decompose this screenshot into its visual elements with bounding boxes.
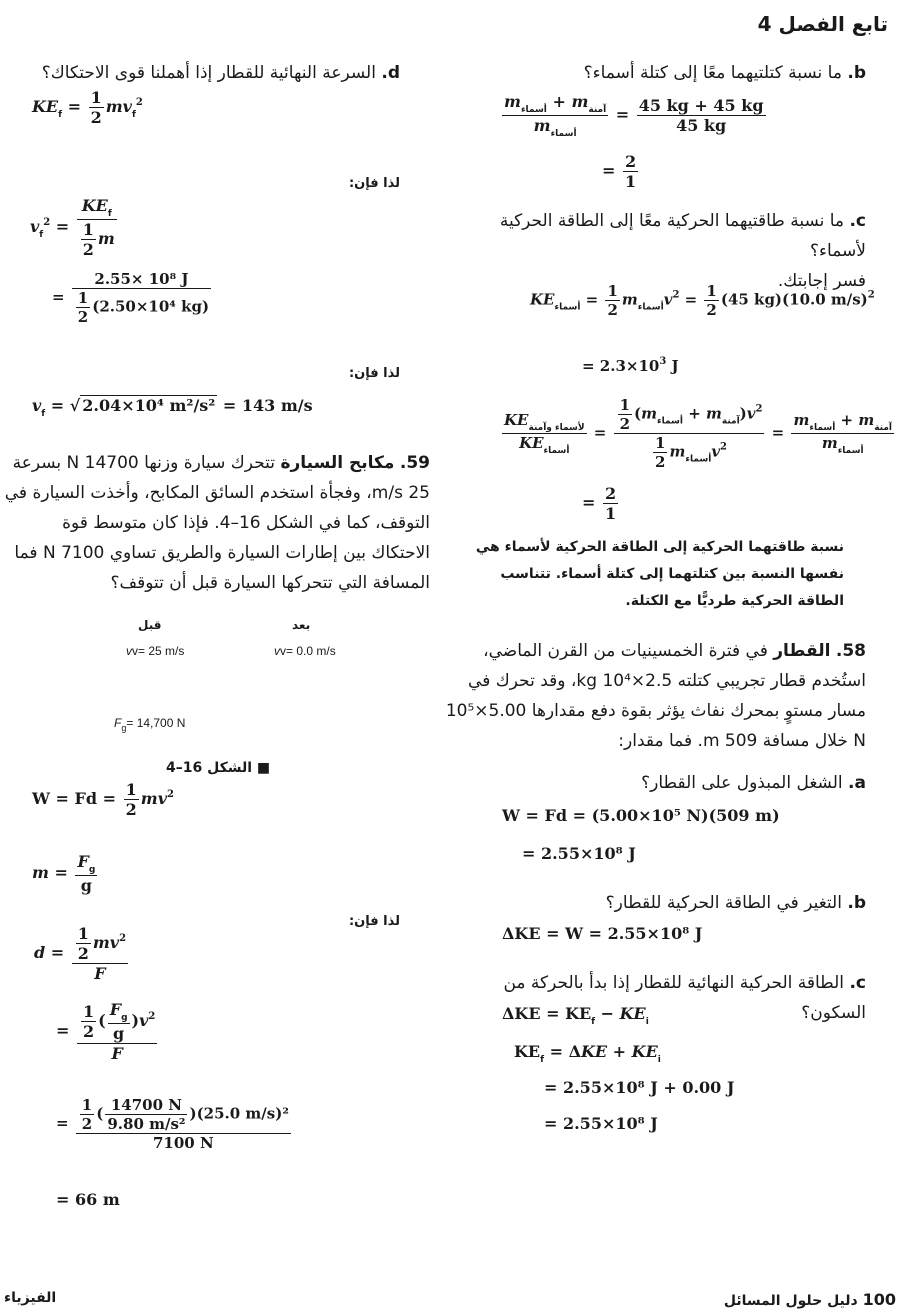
distance-substituted: = $\frac{1}{2}$ ( $\frac{F_g}{g}$ )$v^2$ F <box>56 1000 156 1063</box>
item-label: b. <box>847 63 866 83</box>
problem-number: 59. <box>399 453 430 473</box>
problem-58 <box>436 636 866 756</box>
delta-ke-equation: ΔKE = W = 2.55×10⁸ J <box>502 924 703 943</box>
distance-formula: d = $\frac{1}{2}$ $mv^2$ F <box>34 924 127 983</box>
problem-text: تتحرك سيارة وزنها 14700 N بسرعة 25 m/s، وفجأة استخدم السائق المكابح، وأخذت السيارة في التوقف، كما في الشكل 16–4. فإذا كان متوسط قوة الاحتكاك بين إطارات السيارة والطريق تساوي 7100 N فما المسافة التي تتحركها السيارة قبل أن تتوقف؟ <box>4 453 430 593</box>
ke-final-definition: $KE_f = \Delta KE + KE_i$ <box>514 1042 661 1065</box>
delta-ke-definition: $\Delta KE = KE_f - KE_i$ <box>502 1004 649 1027</box>
mass-ratio-symbolic: $\frac{m_{أسماء} + m_{آمنة}}{m_{أسماء}}$ <box>504 92 607 139</box>
figure-weight-label: $F_g= 14,700$ N <box>114 716 186 733</box>
explanation-note: نسبة طاقتهما الحركية إلى الطاقة الحركية لأسماء هي نفسها النسبة بين كتلتهما إلى كتلة أسماء. تتناسب الطاقة الحركية طرديًّا مع الكتلة. <box>475 539 844 609</box>
so-label: لذا فإن: <box>348 176 400 191</box>
ke-final-formula: $KE_f$ = $\frac{1}{2}$ $mv_f^2$ <box>32 88 143 127</box>
figure-velocity-after: vv= 0.0 m/s <box>274 644 336 658</box>
work-result: = 2.55×10⁸ J <box>522 844 636 863</box>
page-number: 100 <box>862 1290 896 1309</box>
question-58c: c. الطاقة الحركية النهائية للقطار إذا بدأ بالحركة من السكون؟ <box>503 973 866 1023</box>
mass-ratio-numeric: $\frac{45 kg + 45 kg}{45 kg}$ <box>638 96 764 135</box>
ke-final-sum: = 2.55×10⁸ J + 0.00 J <box>544 1078 735 1097</box>
problem-number: 58. <box>835 641 866 661</box>
work-equation: W = Fd = (5.00×10⁵ N)(509 m) <box>502 806 780 825</box>
footer-subject: الفيزياء <box>4 1290 57 1306</box>
ke-final-result: = 2.55×10⁸ J <box>544 1114 658 1133</box>
vf-squared-formula: $v_f^2$ = $KE_f$ $\frac{1}{2}$ m <box>30 196 115 259</box>
problem-title: القطار <box>773 641 831 661</box>
problem-title: مكابح السيارة <box>280 453 395 473</box>
question-text: ما نسبة كتلتيهما معًا إلى كتلة أسماء؟ <box>583 63 842 83</box>
so-label-2: لذا فإن: <box>348 366 400 381</box>
energy-ratio-equation: $\frac{KE_{لأسماء وآمنة}}{KE_{أسماء}}$ = $\frac{1}{2}$ $(m_{أسماء} + m_{آمنة})v^2$ $\frac{1}{2}$ $m_{أسماء}v^2$ = $\frac{m_{أسماء} + m_{آمنة}}{m_{أسماء}}$ <box>504 396 892 471</box>
question-c-energy-ratio: c. ما نسبة طاقتيهما الحركية معًا إلى الطاقة الحركية لأسماء؟ فسر إجابتك. <box>499 211 866 291</box>
figure-velocity-before: vv= 25 m/s <box>126 644 185 658</box>
vf-squared-numeric: = 2.55× 10⁸ J $\frac{1}{2}$ (2.50×10⁴ kg) <box>52 270 210 326</box>
so-label-3: لذا فإن: <box>348 914 400 929</box>
mass-formula: m = $\frac{F_g}{g}$ <box>32 852 96 895</box>
figure-label-before: قبل <box>138 618 162 632</box>
distance-result: = 66 m <box>56 1190 120 1209</box>
work-energy-equation: W = Fd = $\frac{1}{2}$ $mv^2$ <box>32 780 174 819</box>
distance-numeric: = $\frac{1}{2}$ ( $\frac{14700 N}{\text{9.80 m/s²}}$ )(25.0 m/s)² 7100 N <box>56 1096 289 1152</box>
book-name: دليل حلول المسائل <box>723 1293 858 1309</box>
question-58d: d. السرعة النهائية للقطار إذا أهملنا قوى الاحتكاك؟ <box>41 63 400 83</box>
problem-text: في فترة الخمسينيات من القرن الماضي، استُخدم قطار تجريبي كتلته 2.5×10⁴ kg، وقد تحرك في مسار مستوٍ بمحرك نفاث يؤثر بقوة دفع مقدارها 5.00×10⁵ N خلال مسافة 509 m. فما مقدار: <box>445 641 866 751</box>
mass-ratio-result: = $\frac{2}{1}$ <box>602 152 637 191</box>
ke-asma-result: = $2.3\times 10^3$ J <box>582 356 679 375</box>
question-58b: b. التغير في الطاقة الحركية للقطار؟ <box>605 893 866 913</box>
energy-ratio-result: = $\frac{2}{1}$ <box>582 484 617 523</box>
vf-result: $v_f$ = √ 2.04×10⁴ m²/s² = 143 m/s <box>32 396 313 419</box>
figure-label-after: بعد <box>292 618 311 632</box>
ke-asma-equation: $KE_{أسماء}$ = $\frac{1}{2}$ $m_{أسماء}v^2$ = $\frac{1}{2}$ (45 kg)(10.0 m/s)$^2$ <box>530 282 875 319</box>
question-b-mass-ratio <box>446 58 866 88</box>
question-58a: a. الشغل المبذول على القطار؟ <box>641 773 866 793</box>
chapter-title: تابع الفصل 4 <box>757 12 888 36</box>
footer-book <box>724 1290 896 1309</box>
figure-caption: ■ الشكل 16–4 <box>166 760 271 776</box>
mass-ratio-equation: $\frac{m_{أسماء} + m_{آمنة}}{m_{أسماء}}$ = $\frac{45 kg + 45 kg}{45 kg}$ <box>504 92 764 139</box>
problem-59 <box>0 448 430 598</box>
